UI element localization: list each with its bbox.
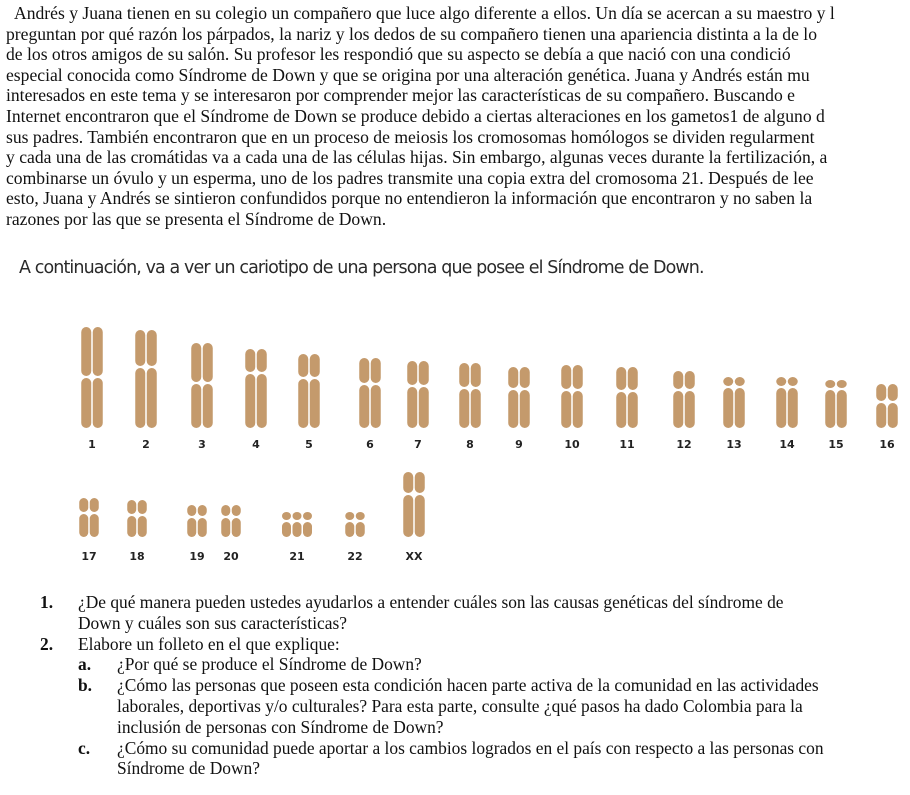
sub-question-item — [0, 675, 910, 737]
chromosome-pair-15 — [825, 380, 847, 428]
chromosome-label: 2 — [142, 438, 150, 451]
chromosome-label: 21 — [289, 550, 305, 563]
item-number: a. — [78, 654, 92, 675]
karyotype-heading: A continuación, va a ver un cariotipo de una persona que posee el Síndrome de Down. — [19, 258, 704, 278]
item-number: b. — [78, 675, 93, 696]
chromosome-pair-7 — [407, 361, 429, 428]
chromosome-label: 4 — [252, 438, 260, 451]
item-text-line: Elabore un folleto en el que explique: — [78, 633, 340, 654]
sub-question-item — [0, 654, 910, 675]
chromosome-label: 10 — [564, 438, 580, 451]
paragraph-line: de los otros amigos de su salón. Su profesor les respondió que su aspecto se debía a que nació con una condició — [6, 44, 791, 65]
item-text-line: ¿Por qué se produce el Síndrome de Down? — [117, 654, 422, 675]
chromosome-label: 16 — [879, 438, 895, 451]
item-text-line: inclusión de personas con Síndrome de Down? — [117, 716, 444, 737]
chromosome-pair-11 — [616, 367, 638, 428]
item-text-line: ¿De qué manera pueden ustedes ayudarlos a entender cuáles son las causas genéticas del síndrome de — [78, 592, 784, 612]
chromosome-label: 1 — [88, 438, 96, 451]
chromosome-label: 19 — [189, 550, 205, 563]
chromosome-pair-5 — [298, 354, 320, 428]
item-text-line: laborales, deportivas y/o culturales? Para esta parte, consulte ¿qué pasos ha dado Colombia para la — [117, 695, 803, 716]
sub-question-item — [0, 738, 910, 780]
chromosome-label: 15 — [828, 438, 844, 451]
chromosome-label: 7 — [414, 438, 422, 451]
chromosome-pair-3 — [191, 343, 213, 428]
item-text-line: Síndrome de Down? — [117, 758, 260, 779]
item-text-line: ¿Cómo las personas que poseen esta condición hacen parte activa de la comunidad en las actividades — [117, 675, 819, 696]
chromosome-pair-XX — [403, 472, 425, 537]
chromosome-label: 11 — [619, 438, 635, 451]
question-item — [0, 634, 910, 655]
chromosome-pair-16 — [876, 384, 898, 428]
chromosome-pair-19 — [187, 505, 207, 537]
paragraph-line: preguntan por qué razón los párpados, la nariz y los dedos de su compañero tienen una apariencia distinta a la de lo — [6, 23, 817, 44]
chromosome-pair-4 — [245, 349, 267, 428]
chromosome-pair-10 — [561, 365, 583, 428]
paragraph-line: Internet encontraron que el Síndrome de Down se produce debido a ciertas alteraciones en los gametos1 de alguno d — [6, 105, 825, 126]
chromosome-label: XX — [405, 550, 423, 563]
paragraph-line: interesados en este tema y se interesaron por comprender mejor las características de su compañero. Buscando e — [6, 85, 795, 106]
story-paragraph — [0, 3, 910, 230]
chromosome-pair-1 — [81, 327, 103, 428]
paragraph-line: Andrés y Juana tienen en su colegio un compañero que luce algo diferente a ellos. Un día se acercan a su maestro y l — [14, 3, 835, 23]
chromosome-label: 13 — [726, 438, 742, 451]
item-text-line: Down y cuáles son sus características? — [78, 612, 347, 633]
chromosome-label: 18 — [129, 550, 145, 563]
chromosome-pair-14 — [776, 377, 798, 428]
chromosome-pair-6 — [359, 358, 381, 428]
paragraph-line: combinarse un óvulo y un esperma, uno de los padres transmite una copia extra del cromosoma 21. Después de lee — [6, 167, 814, 188]
item-number: 2. — [40, 633, 54, 654]
paragraph-line: razones por las que se presenta el Síndrome de Down. — [6, 208, 387, 229]
chromosome-pair-22 — [345, 512, 365, 537]
chromosome-label: 12 — [676, 438, 692, 451]
chromosome-pair-9 — [508, 367, 530, 428]
chromosome-label: 3 — [198, 438, 206, 451]
paragraph-line: esto, Juana y Andrés se sintieron confundidos porque no entendieron la información que encontraron y no saben la — [6, 188, 813, 209]
chromosome-pair-20 — [221, 505, 241, 537]
chromosome-pair-17 — [79, 498, 99, 537]
chromosome-label: 5 — [305, 438, 313, 451]
paragraph-line: sus padres. También encontraron que en un proceso de meiosis los cromosomas homólogos se dividen regularment — [6, 126, 815, 147]
question-item — [0, 592, 910, 634]
chromosome-label: 6 — [366, 438, 374, 451]
chromosome-label: 20 — [223, 550, 239, 563]
karyotype-figure — [0, 300, 910, 575]
chromosome-label: 22 — [347, 550, 363, 563]
chromosome-pair-18 — [127, 500, 147, 537]
chromosome-label: 14 — [779, 438, 795, 451]
chromosome-pair-2 — [135, 330, 157, 428]
chromosome-trisomy-21 — [282, 512, 312, 537]
chromosome-label: 17 — [81, 550, 97, 563]
chromosome-pair-13 — [723, 377, 745, 428]
item-text-line: ¿Cómo su comunidad puede aportar a los cambios logrados en el país con respecto a las personas con — [117, 737, 824, 758]
item-number: c. — [78, 737, 91, 758]
item-number: 1. — [40, 592, 54, 612]
questions-list — [0, 592, 910, 779]
paragraph-line: y cada una de las cromátidas va a cada una de las células hijas. Sin embargo, algunas veces durante la fertilización, a — [6, 147, 828, 168]
chromosome-label: 8 — [466, 438, 474, 451]
chromosome-pair-12 — [673, 371, 695, 428]
chromosome-label: 9 — [515, 438, 523, 451]
chromosome-pair-8 — [459, 363, 481, 428]
paragraph-line: especial conocida como Síndrome de Down y que se origina por una alteración genética. Juana y Andrés están mu — [6, 64, 810, 85]
